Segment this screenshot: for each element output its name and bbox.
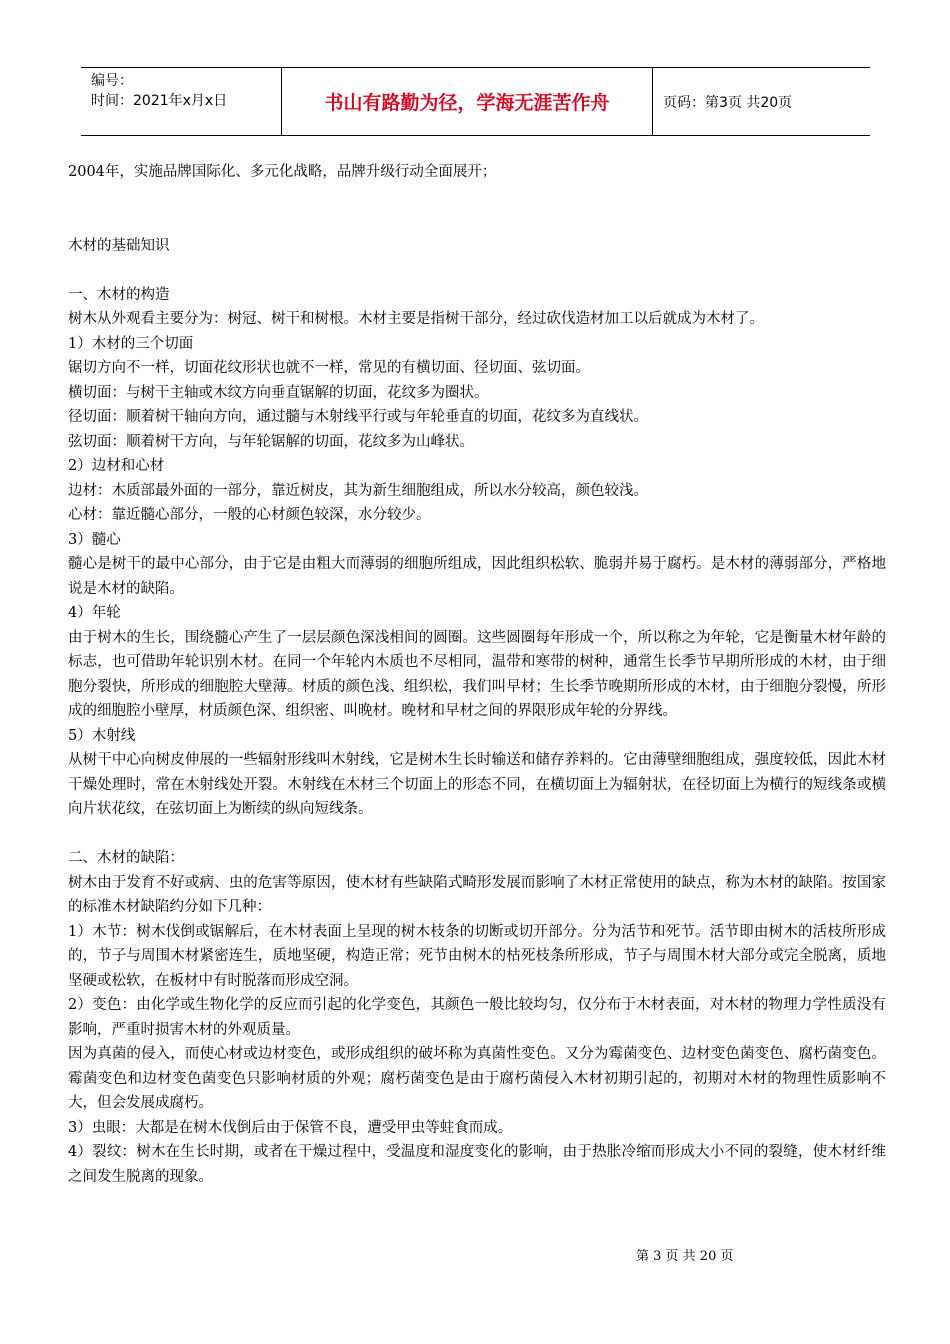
section-title: 木材的基础知识 — [68, 237, 170, 254]
paragraph: 边材：木质部最外面的一部分，靠近树皮，其为新生细胞组成，所以水分较高，颜色较浅。 — [68, 482, 648, 499]
subheading: 1）木材的三个切面 — [68, 335, 194, 352]
subheading: 4）年轮 — [68, 605, 121, 621]
paragraph: 弦切面：顺着树干方向，与年轮锯解的切面，花纹多为山峰状。 — [68, 433, 474, 450]
paragraph: 树木从外观看主要分为：树冠、树干和树根。木材主要是指树干部分，经过砍伐造材加工以后就成为木材了。 — [68, 311, 764, 327]
paragraph: 锯切方向不一样，切面花纹形状也就不一样，常见的有横切面、径切面、弦切面。 — [68, 360, 590, 376]
paragraph: 径切面：顺着树干轴向方向，通过髓与木射线平行或与年轮垂直的切面，花纹多为直线状。 — [68, 409, 648, 425]
motto: 书山有路勤为径，学海无涯苦作舟 — [281, 68, 653, 135]
paragraph: 因为真菌的侵入，而使心材或边材变色，或形成组织的破坏称为真菌性变色。又分为霉菌变色、边材变色菌变色、腐朽菌变色。霉菌变色和边材变色菌变色只影响材质的外观；腐朽菌变色是由于腐朽菌侵入木材初期引起的，初期对木材的物理性质影响不大，但会发展成腐朽。 — [68, 1046, 886, 1111]
heading-defects: 二、木材的缺陷： — [68, 850, 184, 866]
paragraph: 横切面：与树干主轴或木纹方向垂直锯解的切面，花纹多为圈状。 — [68, 384, 489, 401]
heading-structure: 一、木材的构造 — [68, 286, 170, 303]
paragraph: 3）虫眼：大都是在树木伐倒后由于保管不良，遭受甲虫等蛀食而成。 — [68, 1119, 513, 1136]
subheading: 2）边材和心材 — [68, 458, 165, 474]
paragraph: 心材：靠近髓心部分，一般的心材颜色较深，水分较少。 — [68, 507, 431, 523]
header-meta — [81, 68, 281, 135]
document-body — [68, 160, 886, 1189]
time-label: 时间：2021年x月x日 — [91, 93, 228, 109]
subheading: 3）髓心 — [68, 531, 121, 548]
page-code: 页码：第3页 共20页 — [663, 94, 793, 111]
paragraph: 4）裂纹：树木在生长时期，或者在干燥过程中，受温度和湿度变化的影响，由于热胀冷缩而形成大小不同的裂缝，使木材纤维之间发生脱离的现象。 — [68, 1144, 886, 1185]
paragraph: 从树干中心向树皮伸展的一些辐射形线叫木射线，它是树木生长时输送和储存养料的。它由薄壁细胞组成，强度较低，因此木材干燥处理时，常在木射线处开裂。木射线在木材三个切面上的形态不同，在横切面上为辐射状，在径切面上为横行的短线条或横向片状花纹，在弦切面上为断续的纵向短线条。 — [68, 752, 886, 817]
paragraph: 髓心是树干的最中心部分，由于它是由粗大而薄弱的细胞所组成，因此组织松软、脆弱并易于腐朽。是木材的薄弱部分，严格地说是木材的缺陷。 — [68, 556, 886, 597]
intro-line: 2004年，实施品牌国际化、多元化战略，品牌升级行动全面展开； — [68, 164, 497, 180]
paragraph: 由于树木的生长，围绕髓心产生了一层层颜色深浅相间的圆圈。这些圆圈每年形成一个，所以称之为年轮，它是衡量木材年龄的标志，也可借助年轮识别木材。在同一个年轮内木质也不尽相同，温带和寒带的树种，通常生长季节早期所形成的木材，由于细胞分裂快，所形成的细胞腔大壁薄。材质的颜色浅、组织松，我们叫早材；生长季节晚期所形成的木材，由于细胞分裂慢，所形成的细胞腔小壁厚，材质颜色深、组织密、叫晚材。晚材和早材之间的界限形成年轮的分界线。 — [68, 629, 886, 719]
paragraph: 2）变色：由化学或生物化学的反应而引起的化学变色，其颜色一般比较均匀，仅分布于木材表面，对木材的物理力学性质没有影响，严重时损害木材的外观质量。 — [68, 997, 886, 1038]
header-table — [81, 67, 870, 136]
page-footer: 第 3 页 共 20 页 — [636, 1249, 734, 1264]
paragraph: 1）木节：树木伐倒或锯解后，在木材表面上呈现的树木枝条的切断或切开部分。分为活节和死节。活节即由树木的活枝所形成的，节子与周围木材紧密连生，质地坚硬，构造正常；死节由树木的枯死枝条所形成，节子与周围木材大部分或完全脱离，质地坚硬或松软，在板材中有时脱落而形成空洞。 — [68, 923, 886, 989]
number-label: 编号： — [91, 73, 133, 89]
subheading: 5）木射线 — [68, 727, 136, 744]
paragraph: 树木由于发育不好或病、虫的危害等原因，使木材有些缺陷式畸形发展而影响了木材正常使用的缺点，称为木材的缺陷。按国家的标准木材缺陷约分如下几种： — [68, 874, 886, 915]
